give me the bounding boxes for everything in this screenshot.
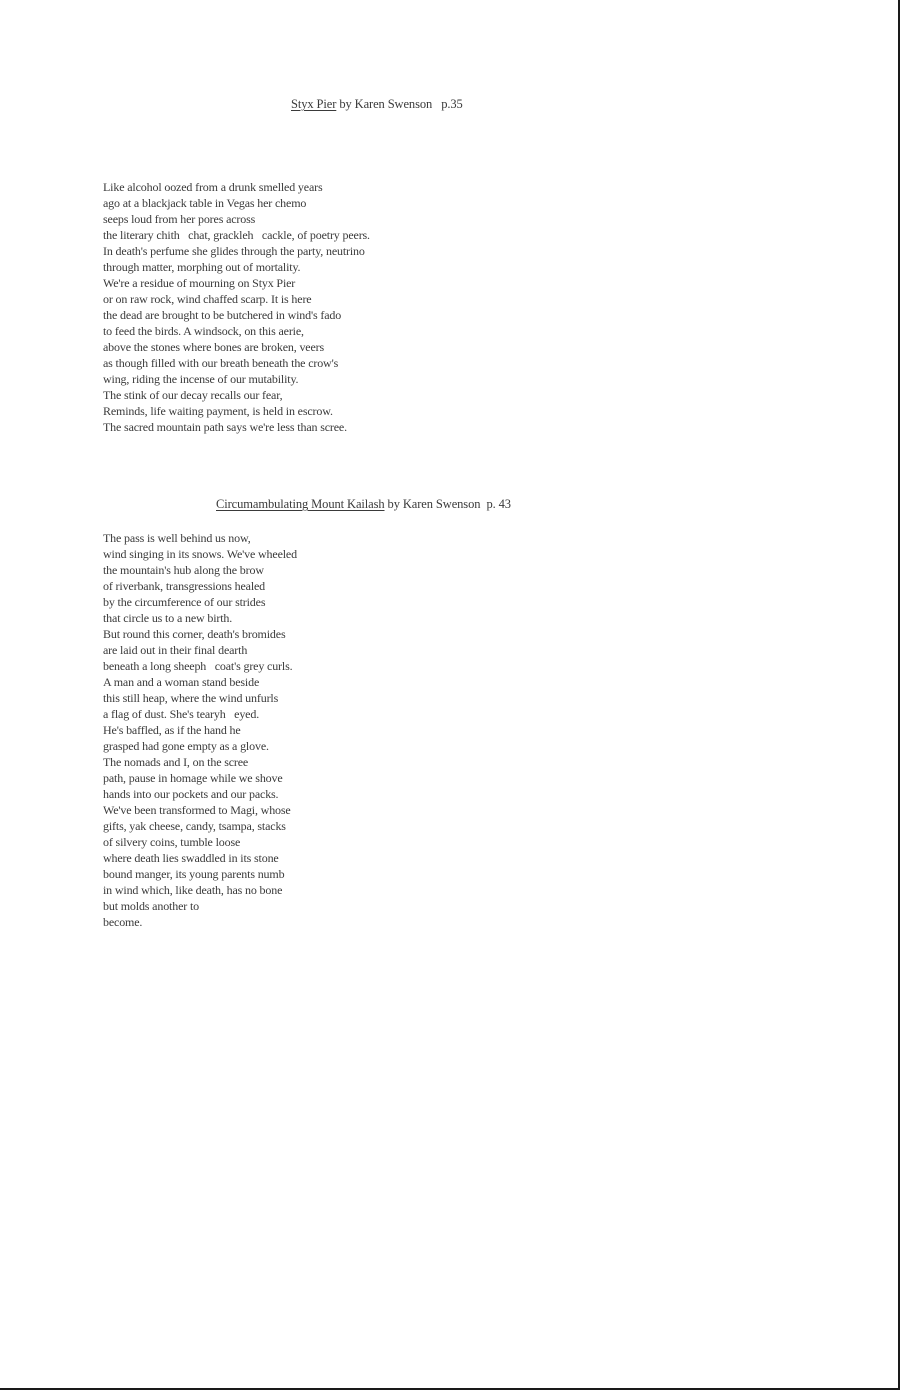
poem-line: A man and a woman stand beside [103, 675, 260, 689]
poem-line: as though filled with our breath beneath the crow's [103, 356, 339, 370]
poem-byline: by Karen Swenson [384, 497, 481, 511]
poem-line: or on raw rock, wind chaffed scarp. It is here [103, 292, 312, 306]
poem-line: but molds another to [103, 899, 199, 913]
poem-line: the literary chith chat, grackleh cackle, of poetry peers. [103, 228, 370, 242]
poem-line: to feed the birds. A windsock, on this aerie, [103, 324, 304, 338]
poem-line: are laid out in their final dearth [103, 643, 248, 657]
poem-line: bound manger, its young parents numb [103, 867, 285, 881]
poem-body [103, 530, 297, 930]
poem-line: The stink of our decay recalls our fear, [103, 388, 283, 402]
poem-byline: by Karen Swenson [336, 97, 433, 111]
poem-line: above the stones where bones are broken, veers [103, 340, 325, 354]
poem-line: of riverbank, transgressions healed [103, 579, 266, 593]
poem-line: Like alcohol oozed from a drunk smelled years [103, 180, 323, 194]
poem-line: in wind which, like death, has no bone [103, 883, 283, 897]
poem-page-ref: p.35 [441, 97, 463, 111]
poem-line: hands into our pockets and our packs. [103, 787, 279, 801]
poem-line: grasped had gone empty as a glove. [103, 739, 269, 753]
poem-line: become. [103, 915, 143, 929]
poem-line: Reminds, life waiting payment, is held in escrow. [103, 404, 333, 418]
poem-line: the dead are brought to be butchered in wind's fado [103, 308, 342, 322]
poem-heading [216, 497, 511, 512]
poem-line: seeps loud from her pores across [103, 212, 256, 226]
poem-title: Circumambulating Mount Kailash [216, 497, 385, 511]
poem-line: wind singing in its snows. We've wheeled [103, 547, 297, 561]
poem-line: The nomads and I, on the scree [103, 755, 249, 769]
poem-line: a flag of dust. She's tearyh eyed. [103, 707, 260, 721]
poem-title: Styx Pier [291, 97, 337, 111]
poem-line: wing, riding the incense of our mutability. [103, 372, 299, 386]
poem-line: the mountain's hub along the brow [103, 563, 264, 577]
poem-line: gifts, yak cheese, candy, tsampa, stacks [103, 819, 286, 833]
poem-line: this still heap, where the wind unfurls [103, 691, 279, 705]
poem-line: ago at a blackjack table in Vegas her chemo [103, 196, 307, 210]
poem-line: that circle us to a new birth. [103, 611, 233, 625]
poem-line: In death's perfume she glides through the party, neutrino [103, 244, 365, 258]
poem-line: by the circumference of our strides [103, 595, 266, 609]
poem-line: of silvery coins, tumble loose [103, 835, 241, 849]
poem-line: path, pause in homage while we shove [103, 771, 283, 785]
poem-page-ref: p. 43 [486, 497, 511, 511]
poem-line: But round this corner, death's bromides [103, 627, 286, 641]
poem-line: where death lies swaddled in its stone [103, 851, 279, 865]
poem-line: The pass is well behind us now, [103, 531, 251, 545]
poem-line: He's baffled, as if the hand he [103, 723, 241, 737]
poem-line: through matter, morphing out of mortality. [103, 260, 301, 274]
poem-line: The sacred mountain path says we're less than scree. [103, 420, 347, 434]
poem-body [103, 179, 370, 435]
poem-line: We've been transformed to Magi, whose [103, 803, 291, 817]
poem-line: We're a residue of mourning on Styx Pier [103, 276, 296, 290]
poem-heading [291, 97, 463, 112]
poem-line: beneath a long sheeph coat's grey curls. [103, 659, 293, 673]
